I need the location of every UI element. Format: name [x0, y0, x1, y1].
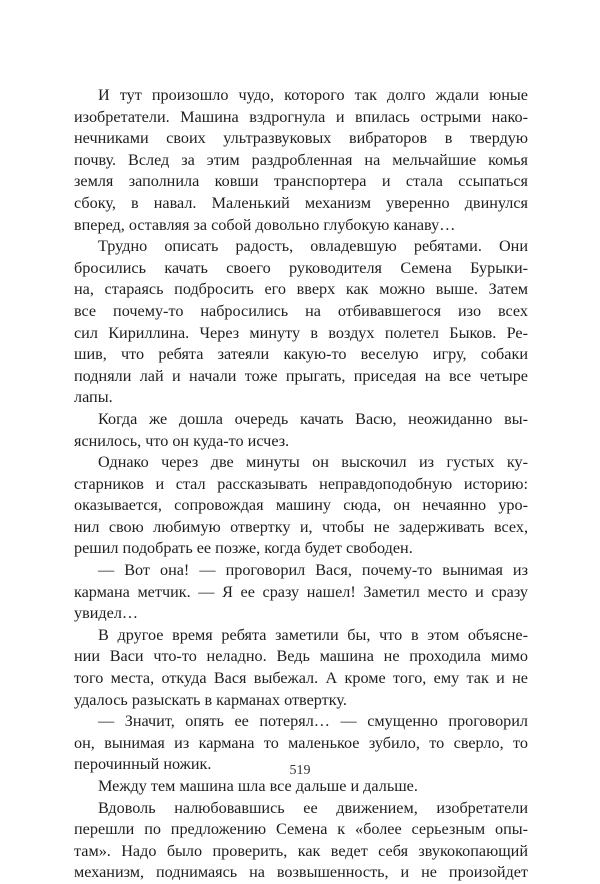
text-line: Трудно описать радость, овладевшую ребятами. Они: [98, 237, 528, 256]
text-line: сил Кириллина. Через минуту в воздух полетел Быков. Ре-: [74, 323, 528, 342]
paragraph: [74, 625, 528, 711]
text-line: И тут произошло чудо, которого так долго ждали юные: [98, 86, 528, 104]
text-line: бросились качать своего руководителя Семена Бурыки-: [74, 258, 528, 277]
text-line: нил свою любимую отвертку и, чтобы не задерживать всех,: [74, 517, 528, 536]
paragraph: [74, 452, 528, 560]
text-line: оказывается, сопровождая машину сюда, он нечаянно уро-: [74, 496, 528, 515]
text-line: нии Васи что-то неладно. Ведь машина не проходила мимо: [74, 647, 528, 666]
text-line: сбоку, в навал. Маленький механизм уверенно двинулся: [74, 193, 528, 212]
text-line: В другое время ребята заметили бы, что в этом объясне-: [98, 625, 528, 644]
paragraph: [74, 798, 528, 884]
text-line: кармана метчик. — Я ее сразу нашел! Заметил место и сразу: [74, 582, 528, 601]
text-line: — Вот она! — проговорил Вася, почему-то вынимая из: [98, 561, 528, 580]
text-line: он, вынимая из кармана то маленькое зубило, то сверло, то: [74, 733, 528, 752]
text-line: почву. Вслед за этим раздробленная на мельчайшие комья: [74, 150, 528, 169]
text-line: яснилось, что он куда-то исчез.: [74, 431, 290, 450]
text-line: все почему-то набросились на отбивавшегося изо всех: [74, 301, 528, 320]
text-line: механизм, поднимаясь на возвышенность, и не произойдет: [74, 863, 528, 882]
text-line: решил подобрать ее позже, когда будет свободен.: [74, 539, 413, 558]
text-line: увидел…: [74, 604, 139, 623]
text-line: перочинный ножик.: [74, 755, 212, 774]
text-line: на, стараясь подбросить его вверх как можно выше. Затем: [74, 280, 528, 299]
text-line: старников и стал рассказывать неправдоподобную историю:: [74, 474, 528, 493]
text-line: того места, откуда Вася выбежал. А кроме того, ему так и не: [74, 669, 528, 688]
paragraph: [74, 85, 528, 236]
paragraph: [74, 776, 528, 798]
text-line: нечниками своих ультразвуковых вибраторов в твердую: [74, 129, 528, 148]
text-line: Между тем машина шла все дальше и дальше.: [98, 777, 418, 795]
text-line: — Значит, опять ее потерял… — смущенно проговорил: [98, 712, 528, 731]
text-line: лапы.: [74, 388, 113, 407]
text-line: шив, что ребята затеяли какую-то веселую игру, собаки: [74, 345, 528, 364]
text-line: там». Надо было проверить, как ведет себя звукокопающий: [74, 841, 528, 860]
text-line: удалось разыскать в карманах отвертку.: [74, 690, 347, 709]
paragraph: [74, 560, 528, 625]
paragraph: [74, 409, 528, 452]
text-line: вперед, оставляя за собой довольно глубокую канаву…: [74, 215, 456, 234]
paragraph: [74, 236, 528, 409]
text-line: перешли по предложению Семена к «более серьезным опы-: [74, 820, 528, 839]
page-number: 519: [289, 763, 311, 778]
text-line: Однако через две минуты он выскочил из густых ку-: [98, 453, 528, 472]
text-line: Вдоволь налюбовавшись ее движением, изобретатели: [98, 798, 528, 817]
text-line: земля заполнила ковши транспортера и стала ссыпаться: [74, 172, 528, 191]
text-line: подняли лай и начали тоже прыгать, приседая на все четыре: [74, 366, 528, 385]
text-line: Когда же дошла очередь качать Васю, неожиданно вы-: [98, 409, 528, 428]
text-line: изобретатели. Машина вздрогнула и впилась острыми нако-: [74, 107, 528, 126]
